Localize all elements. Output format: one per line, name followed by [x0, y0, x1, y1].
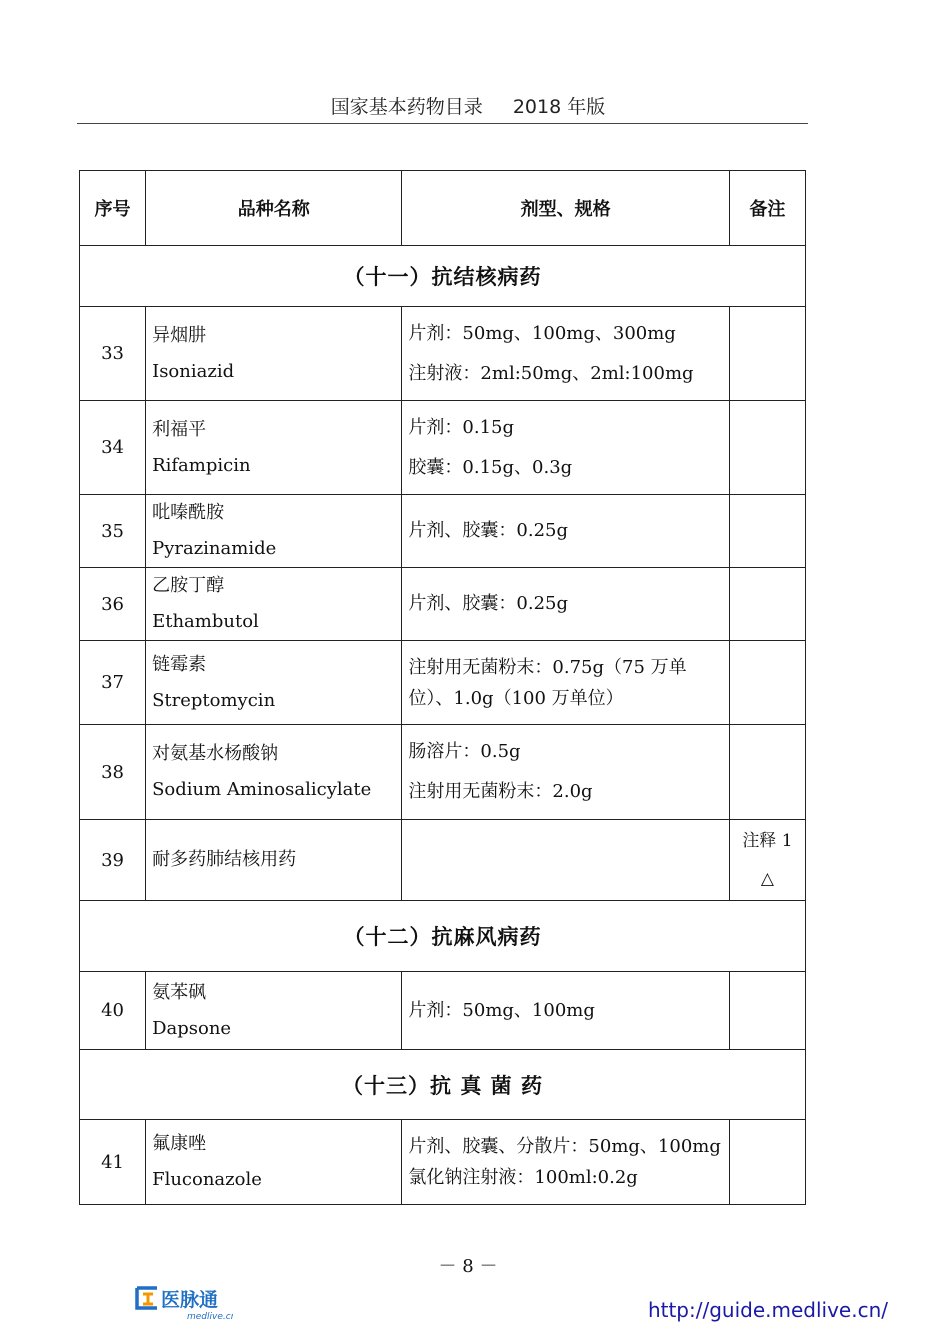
section-row	[80, 1050, 806, 1120]
table-row	[80, 972, 806, 1050]
dosage-form	[402, 307, 729, 401]
row-number: 36	[80, 568, 146, 641]
dosage-form	[402, 972, 729, 1050]
drug-name	[146, 568, 402, 641]
dosage-line: 片剂、胶囊：0.25g	[408, 520, 569, 541]
drug-name-en: Sodium Aminosalicylate	[152, 779, 372, 800]
remark-cell	[729, 725, 805, 820]
table-row	[80, 725, 806, 820]
drug-name	[146, 307, 402, 401]
dosage-form	[402, 401, 729, 495]
remark-cell	[729, 401, 805, 495]
dosage-line: 注射用无菌粉末：2.0g	[408, 781, 593, 802]
drug-name	[146, 495, 402, 568]
triangle-mark: △	[760, 869, 774, 889]
table-row	[80, 401, 806, 495]
row-number: 40	[80, 972, 146, 1050]
dosage-form	[402, 495, 729, 568]
drug-name-en: Dapsone	[152, 1017, 232, 1039]
catalog-edition: 2018 年版	[512, 96, 606, 118]
drug-name-zh: 链霉素	[152, 653, 207, 675]
dosage-line: 片剂：50mg、100mg	[408, 999, 595, 1021]
drug-name-en: Pyrazinamide	[152, 538, 277, 559]
row-number: 34	[80, 401, 146, 495]
table-header-row	[80, 171, 806, 246]
dosage-line: 氯化钠注射液：100ml:0.2g	[408, 1167, 638, 1188]
col-header-name: 品种名称	[146, 171, 402, 246]
header-rule	[77, 123, 808, 124]
col-header-form: 剂型、规格	[402, 171, 729, 246]
drug-name	[146, 972, 402, 1050]
table-row	[80, 641, 806, 725]
dosage-line: 片剂：0.15g	[408, 416, 515, 438]
dosage-form	[402, 725, 729, 820]
row-number: 33	[80, 307, 146, 401]
medlive-logo[interactable]	[133, 1282, 233, 1326]
medlive-logo-icon	[133, 1282, 233, 1322]
dosage-form	[402, 820, 729, 901]
drug-name	[146, 1120, 402, 1205]
remark-cell	[729, 495, 805, 568]
drug-name-zh: 利福平	[152, 418, 207, 440]
drug-name-zh: 乙胺丁醇	[152, 575, 225, 596]
dosage-line: 位）、1.0g（100 万单位）	[408, 687, 624, 709]
dosage-line: 片剂、胶囊：0.25g	[408, 593, 569, 614]
drug-table	[79, 170, 806, 1205]
table-row	[80, 820, 806, 901]
remark-text: 注释 1	[742, 831, 793, 851]
dosage-form	[402, 641, 729, 725]
dosage-line: 胶囊：0.15g、0.3g	[408, 456, 573, 478]
drug-name-en: Ethambutol	[152, 611, 259, 632]
drug-name-zh: 异烟肼	[152, 324, 207, 346]
dosage-line: 片剂：50mg、100mg、300mg	[408, 322, 676, 344]
remark-cell	[729, 972, 805, 1050]
section-title: （十三）抗 真 菌 药	[80, 1050, 806, 1120]
row-number: 41	[80, 1120, 146, 1205]
drug-name-zh: 对氨基水杨酸钠	[152, 743, 279, 764]
section-title: （十二）抗麻风病药	[80, 901, 806, 972]
drug-name-en: Fluconazole	[152, 1169, 262, 1190]
drug-name-en: Isoniazid	[152, 360, 235, 382]
drug-name	[146, 401, 402, 495]
drug-name	[146, 725, 402, 820]
table-row	[80, 307, 806, 401]
drug-name	[146, 820, 402, 901]
dosage-line: 肠溶片：0.5g	[408, 741, 521, 762]
footer-url-link[interactable]: http://guide.medlive.cn/	[647, 1298, 888, 1322]
table-row	[80, 1120, 806, 1205]
table-row	[80, 568, 806, 641]
catalog-title: 国家基本药物目录	[330, 96, 483, 118]
col-header-no: 序号	[80, 171, 146, 246]
dosage-line: 注射用无菌粉末：0.75g（75 万单	[408, 656, 687, 678]
dosage-line: 注射液：2ml:50mg、2ml:100mg	[408, 362, 694, 384]
dosage-form	[402, 568, 729, 641]
remark-cell	[729, 307, 805, 401]
drug-name	[146, 641, 402, 725]
drug-name-zh: 耐多药肺结核用药	[152, 849, 297, 870]
remark-cell	[729, 641, 805, 725]
remark-cell	[729, 1120, 805, 1205]
page-number: － 8 －	[438, 1256, 498, 1277]
section-row	[80, 901, 806, 972]
dosage-line: 片剂、胶囊、分散片：50mg、100mg	[408, 1136, 721, 1157]
table-row	[80, 495, 806, 568]
row-number: 38	[80, 725, 146, 820]
remark-cell	[729, 820, 805, 901]
dosage-form	[402, 1120, 729, 1205]
row-number: 35	[80, 495, 146, 568]
drug-name-zh: 吡嗪酰胺	[152, 502, 225, 523]
drug-name-zh: 氨苯砜	[152, 981, 207, 1003]
drug-name-zh: 氟康唑	[152, 1133, 207, 1154]
logo-sub: medlive.cn	[187, 1312, 233, 1322]
row-number: 39	[80, 820, 146, 901]
col-header-note: 备注	[729, 171, 805, 246]
section-title: （十一）抗结核病药	[80, 246, 806, 307]
drug-name-en: Streptomycin	[152, 689, 276, 711]
row-number: 37	[80, 641, 146, 725]
logo-text: 医脉通	[161, 1289, 219, 1311]
drug-name-en: Rifampicin	[152, 454, 251, 476]
section-row	[80, 246, 806, 307]
remark-cell	[729, 568, 805, 641]
page-header	[0, 92, 936, 119]
